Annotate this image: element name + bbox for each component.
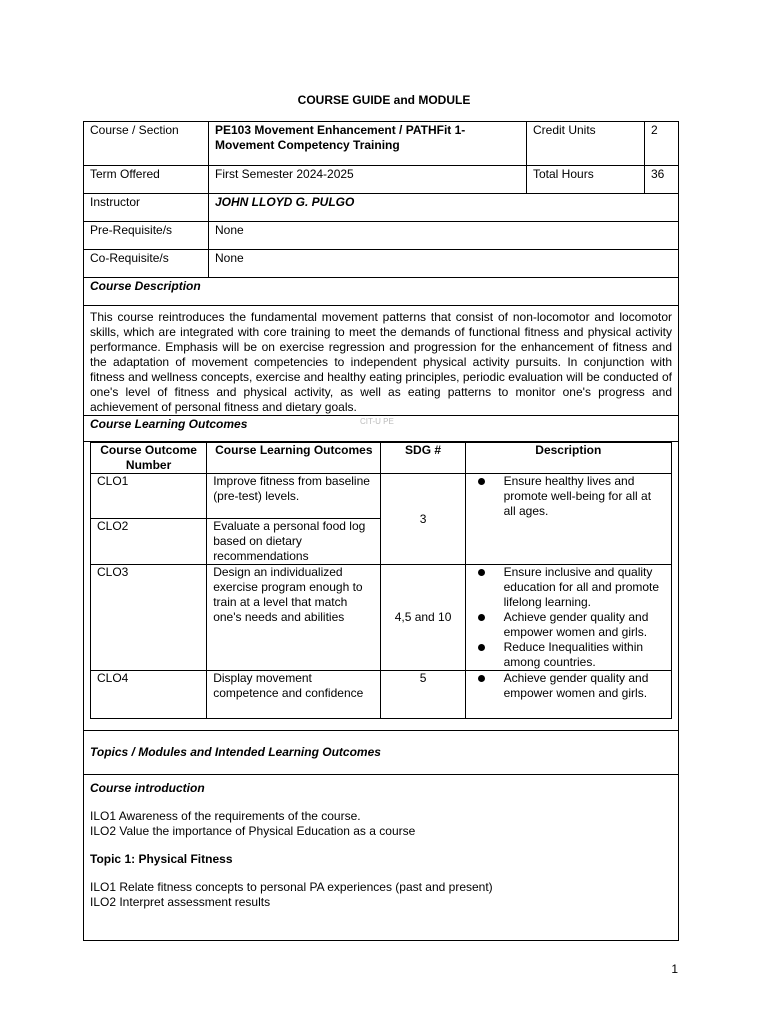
credit-value: 2	[645, 122, 679, 166]
prereq-label: Pre-Requisite/s	[84, 222, 209, 250]
description-bullet: Ensure healthy lives and promote well-being for all at all ages.	[472, 474, 665, 519]
page-title: COURSE GUIDE and MODULE	[297, 93, 471, 107]
sdg-value-1: 3	[381, 474, 465, 565]
topics-cell	[84, 775, 679, 941]
intro-heading: Course introduction	[90, 781, 205, 795]
description-group-2	[465, 565, 671, 671]
header-outcome-number: Course Outcome Number	[91, 443, 207, 474]
bullet-icon	[478, 569, 485, 576]
clo2-number: CLO2	[91, 519, 207, 565]
term-value: First Semester 2024-2025	[209, 166, 527, 194]
sdg-value-2: 4,5 and 10	[381, 565, 465, 671]
topic1-ilo2: ILO2 Interpret assessment results	[90, 895, 271, 909]
clo4-outcome: Display movement competence and confidence	[207, 671, 381, 719]
hours-value: 36	[645, 166, 679, 194]
header-learning-outcomes: Course Learning Outcomes	[207, 443, 381, 474]
description-bullet: Achieve gender quality and empower women and girls.	[472, 610, 665, 640]
clo4-number: CLO4	[91, 671, 207, 719]
intro-ilo2: ILO2 Value the importance of Physical Education as a course	[90, 824, 416, 838]
header-sdg: SDG #	[381, 443, 465, 474]
outcomes-table-wrap	[84, 442, 679, 731]
topic1-heading: Topic 1: Physical Fitness	[90, 852, 233, 866]
course-value	[209, 122, 527, 166]
sdg-value-3: 5	[381, 671, 465, 719]
clo3-number: CLO3	[91, 565, 207, 671]
description-bullet: Reduce Inequalities within among countries.	[472, 640, 665, 670]
description-text: This course reintroduces the fundamental movement patterns that consist of non-locomotor and locomotor skills, which are integrated with core training to meet the demands of functional fitness and physical activity performance. Emphasis will be on exercise regression and progression for the enhancement of fitness and the adaptation of movement competencies to independent physical activity pursuits. In conjunction with fitness and wellness concepts, exercise and healthy eating principles, periodic evaluation will be conducted of one's level of fitness and physical activity, as well as eating patterns to monitor one's progress and achievement of personal fitness and dietary goals.	[90, 310, 672, 414]
bullet-icon	[478, 675, 485, 682]
coreq-value: None	[209, 250, 679, 278]
instructor-label: Instructor	[84, 194, 209, 222]
topics-heading: Topics / Modules and Intended Learning Outcomes	[84, 731, 679, 775]
coreq-label: Co-Requisite/s	[84, 250, 209, 278]
description-bullet: Ensure inclusive and quality education for all and promote lifelong learning.	[472, 565, 665, 610]
page-number: 1	[671, 962, 678, 976]
description-heading: Course Description	[84, 278, 679, 306]
description-bullet: Achieve gender quality and empower women and girls.	[472, 671, 665, 701]
topic1-ilo1: ILO1 Relate fitness concepts to personal PA experiences (past and present)	[90, 880, 493, 894]
header-description: Description	[465, 443, 671, 474]
description-cell	[84, 306, 679, 416]
course-info-table	[83, 121, 679, 941]
clo1-outcome: Improve fitness from baseline (pre-test) levels.	[207, 474, 381, 519]
bullet-icon	[478, 614, 485, 621]
outcomes-heading	[84, 416, 679, 442]
course-value-line2: Movement Competency Training	[215, 138, 400, 152]
clo3-outcome: Design an individualized exercise program enough to train at a level that match one's needs and abilities	[207, 565, 381, 671]
course-label: Course / Section	[84, 122, 209, 166]
outcomes-heading-text: Course Learning Outcomes	[90, 417, 248, 431]
bullet-icon	[478, 644, 485, 651]
course-value-line1: PE103 Movement Enhancement / PATHFit 1-	[215, 123, 466, 137]
term-label: Term Offered	[84, 166, 209, 194]
clo2-outcome: Evaluate a personal food log based on dietary recommendations	[207, 519, 381, 565]
clo1-number: CLO1	[91, 474, 207, 519]
credit-label: Credit Units	[527, 122, 645, 166]
intro-ilo1: ILO1 Awareness of the requirements of the course.	[90, 809, 361, 823]
bullet-icon	[478, 478, 485, 485]
description-group-1	[465, 474, 671, 565]
description-group-3	[465, 671, 671, 719]
hours-label: Total Hours	[527, 166, 645, 194]
instructor-value: JOHN LLOYD G. PULGO	[209, 194, 679, 222]
outcomes-table	[90, 442, 672, 719]
watermark-text: CIT-U PE	[360, 417, 394, 426]
prereq-value: None	[209, 222, 679, 250]
